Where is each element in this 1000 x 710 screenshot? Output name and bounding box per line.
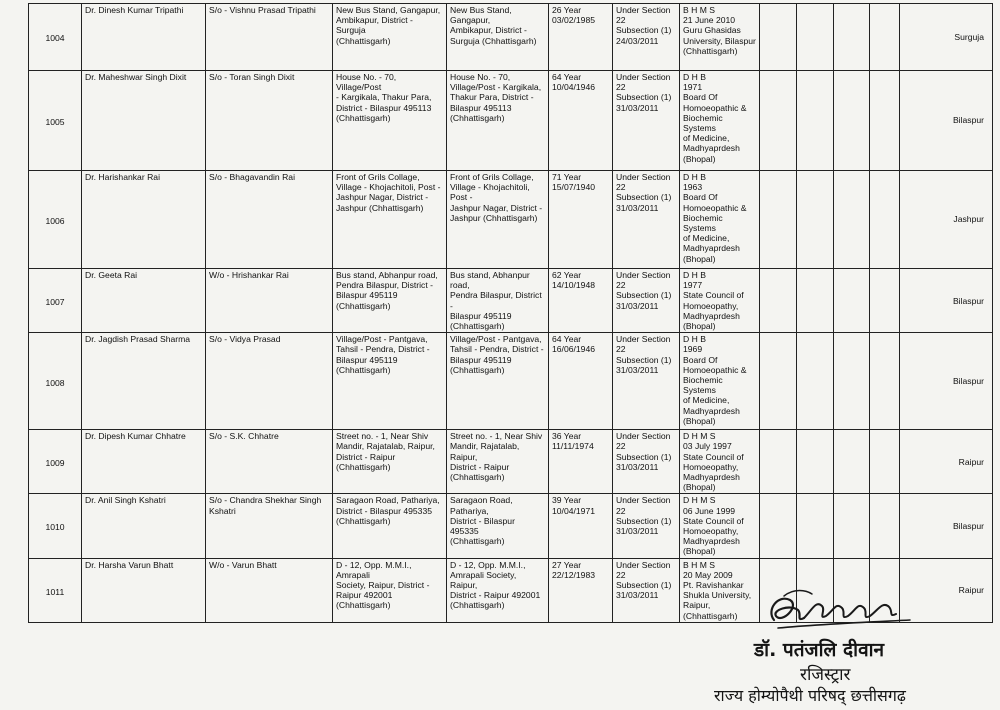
blank-cell — [760, 494, 797, 558]
doctor-name: Dr. Maheshwar Singh Dixit — [82, 71, 206, 171]
registration-section-date: Under Section 22 Subsection (1) 31/03/2011 — [613, 430, 680, 494]
blank-cell — [870, 494, 900, 558]
permanent-address: D - 12, Opp. M.M.I., Amrapali Society, Raipur, District - Raipur 492001 (Chhattisgarh) — [333, 558, 447, 622]
registrar-organization: राज्य होम्योपैथी परिषद् छत्तीसगढ़ — [714, 686, 906, 705]
registrar-signature-block — [700, 580, 1000, 710]
registration-section-date: Under Section 22 Subsection (1) 31/03/2011 — [613, 171, 680, 269]
district-name: Bilaspur — [900, 333, 993, 430]
blank-cell — [834, 430, 870, 494]
registrar-name: डॉ. पतंजलि दीवान — [754, 639, 885, 661]
blank-cell — [870, 430, 900, 494]
district-name: Bilaspur — [900, 494, 993, 558]
age-and-birth-date: 27 Year 22/12/1983 — [549, 558, 613, 622]
age-and-birth-date: 39 Year 10/04/1971 — [549, 494, 613, 558]
handwritten-signature — [760, 580, 920, 638]
blank-cell — [834, 171, 870, 269]
relation-name: S/o - Vishnu Prasad Tripathi — [206, 4, 333, 71]
permanent-address: Street no. - 1, Near Shiv Mandir, Rajatalab, Raipur, District - Raipur (Chhattisgarh) — [333, 430, 447, 494]
blank-cell — [870, 71, 900, 171]
doctor-name: Dr. Anil Singh Kshatri — [82, 494, 206, 558]
blank-cell — [870, 4, 900, 71]
district-name: Surguja — [900, 4, 993, 71]
relation-name: S/o - S.K. Chhatre — [206, 430, 333, 494]
doctor-name: Dr. Jagdish Prasad Sharma — [82, 333, 206, 430]
table-row — [29, 171, 993, 269]
blank-cell — [870, 171, 900, 269]
registration-table — [28, 3, 993, 623]
blank-cell — [760, 430, 797, 494]
relation-name: W/o - Varun Bhatt — [206, 558, 333, 622]
registration-section-date: Under Section 22 Subsection (1) 31/03/2011 — [613, 494, 680, 558]
district-name: Raipur — [900, 558, 993, 622]
correspondence-address: New Bus Stand, Gangapur, Ambikapur, District - Surguja (Chhattisgarh) — [447, 4, 549, 71]
serial-number: 1010 — [29, 494, 82, 558]
blank-cell — [834, 269, 870, 333]
table-row — [29, 430, 993, 494]
qualification-details: B H M S 20 May 2009 Pt. Ravishankar Shukla University, Raipur, (Chhattisgarh) — [680, 558, 760, 622]
blank-cell — [760, 4, 797, 71]
age-and-birth-date: 26 Year 03/02/1985 — [549, 4, 613, 71]
blank-cell — [870, 333, 900, 430]
blank-cell — [797, 269, 834, 333]
age-and-birth-date: 36 Year 11/11/1974 — [549, 430, 613, 494]
doctor-name: Dr. Geeta Rai — [82, 269, 206, 333]
permanent-address: Village/Post - Pantgava, Tahsil - Pendra, District - Bilaspur 495119 (Chhattisgarh) — [333, 333, 447, 430]
registrar-designation: रजिस्ट्रार — [800, 665, 851, 685]
blank-cell — [797, 494, 834, 558]
correspondence-address: D - 12, Opp. M.M.I., Amrapali Society, Raipur, District - Raipur 492001 (Chhattisgarh) — [447, 558, 549, 622]
permanent-address: Saragaon Road, Pathariya, District - Bilaspur 495335 (Chhattisgarh) — [333, 494, 447, 558]
registration-section-date: Under Section 22 Subsection (1) 31/03/2011 — [613, 333, 680, 430]
serial-number: 1004 — [29, 4, 82, 71]
district-name: Bilaspur — [900, 71, 993, 171]
serial-number: 1008 — [29, 333, 82, 430]
serial-number: 1006 — [29, 171, 82, 269]
age-and-birth-date: 64 Year 10/04/1946 — [549, 71, 613, 171]
relation-name: S/o - Chandra Shekhar Singh Kshatri — [206, 494, 333, 558]
correspondence-address: Village/Post - Pantgava, Tahsil - Pendra, District - Bilaspur 495119 (Chhattisgarh) — [447, 333, 549, 430]
correspondence-address: Street no. - 1, Near Shiv Mandir, Rajatalab, Raipur, District - Raipur (Chhattisgarh) — [447, 430, 549, 494]
doctor-name: Dr. Harsha Varun Bhatt — [82, 558, 206, 622]
permanent-address: Bus stand, Abhanpur road, Pendra Bilaspur, District - Bilaspur 495119 (Chhattisgarh) — [333, 269, 447, 333]
registration-section-date: Under Section 22 Subsection (1) 31/03/2011 — [613, 558, 680, 622]
correspondence-address: Front of Grils Collage, Village - Khojachitoli, Post - Jashpur Nagar, District - Jashpur (Chhattisgarh) — [447, 171, 549, 269]
table-row — [29, 494, 993, 558]
district-name: Jashpur — [900, 171, 993, 269]
serial-number: 1011 — [29, 558, 82, 622]
qualification-details: D H B 1969 Board Of Homoeopathic & Biochemic Systems of Medicine, Madhyaprdesh (Bhopal) — [680, 333, 760, 430]
blank-cell — [760, 333, 797, 430]
district-name: Raipur — [900, 430, 993, 494]
qualification-details: D H B 1977 State Council of Homoeopathy, Madhyaprdesh (Bhopal) — [680, 269, 760, 333]
blank-cell — [797, 71, 834, 171]
relation-name: S/o - Bhagavandin Rai — [206, 171, 333, 269]
permanent-address: Front of Grils Collage, Village - Khojachitoli, Post - Jashpur Nagar, District - Jashpur (Chhattisgarh) — [333, 171, 447, 269]
doctor-name: Dr. Dinesh Kumar Tripathi — [82, 4, 206, 71]
district-name: Bilaspur — [900, 269, 993, 333]
qualification-details: D H B 1971 Board Of Homoeopathic & Biochemic Systems of Medicine, Madhyaprdesh (Bhopal) — [680, 71, 760, 171]
blank-cell — [797, 333, 834, 430]
relation-name: W/o - Hrishankar Rai — [206, 269, 333, 333]
blank-cell — [797, 4, 834, 71]
table-row — [29, 333, 993, 430]
table-row — [29, 4, 993, 71]
registration-section-date: Under Section 22 Subsection (1) 31/03/2011 — [613, 269, 680, 333]
blank-cell — [797, 171, 834, 269]
blank-cell — [797, 430, 834, 494]
serial-number: 1009 — [29, 430, 82, 494]
qualification-details: D H M S 06 June 1999 State Council of Homoeopathy, Madhyaprdesh (Bhopal) — [680, 494, 760, 558]
qualification-details: D H B 1963 Board Of Homoeopathic & Biochemic Systems of Medicine, Madhyaprdesh (Bhopal) — [680, 171, 760, 269]
serial-number: 1007 — [29, 269, 82, 333]
correspondence-address: Saragaon Road, Pathariya, District - Bilaspur 495335 (Chhattisgarh) — [447, 494, 549, 558]
permanent-address: House No. - 70, Village/Post - Kargikala, Thakur Para, District - Bilaspur 495113 (Chhattisgarh) — [333, 71, 447, 171]
registration-section-date: Under Section 22 Subsection (1) 24/03/2011 — [613, 4, 680, 71]
blank-cell — [834, 333, 870, 430]
table-row — [29, 71, 993, 171]
relation-name: S/o - Vidya Prasad — [206, 333, 333, 430]
serial-number: 1005 — [29, 71, 82, 171]
correspondence-address: House No. - 70, Village/Post - Kargikala, Thakur Para, District - Bilaspur 495113 (Chhattisgarh) — [447, 71, 549, 171]
table-row — [29, 269, 993, 333]
registration-section-date: Under Section 22 Subsection (1) 31/03/2011 — [613, 71, 680, 171]
blank-cell — [760, 71, 797, 171]
blank-cell — [834, 4, 870, 71]
qualification-details: D H M S 03 July 1997 State Council of Homoeopathy, Madhyaprdesh (Bhopal) — [680, 430, 760, 494]
permanent-address: New Bus Stand, Gangapur, Ambikapur, District - Surguja (Chhattisgarh) — [333, 4, 447, 71]
blank-cell — [834, 71, 870, 171]
doctor-name: Dr. Dipesh Kumar Chhatre — [82, 430, 206, 494]
relation-name: S/o - Toran Singh Dixit — [206, 71, 333, 171]
age-and-birth-date: 64 Year 16/06/1946 — [549, 333, 613, 430]
qualification-details: B H M S 21 June 2010 Guru Ghasidas University, Bilaspur (Chhattisgarh) — [680, 4, 760, 71]
age-and-birth-date: 62 Year 14/10/1948 — [549, 269, 613, 333]
blank-cell — [870, 269, 900, 333]
blank-cell — [834, 494, 870, 558]
doctor-name: Dr. Harishankar Rai — [82, 171, 206, 269]
age-and-birth-date: 71 Year 15/07/1940 — [549, 171, 613, 269]
blank-cell — [760, 171, 797, 269]
correspondence-address: Bus stand, Abhanpur road, Pendra Bilaspur, District - Bilaspur 495119 (Chhattisgarh) — [447, 269, 549, 333]
blank-cell — [760, 269, 797, 333]
